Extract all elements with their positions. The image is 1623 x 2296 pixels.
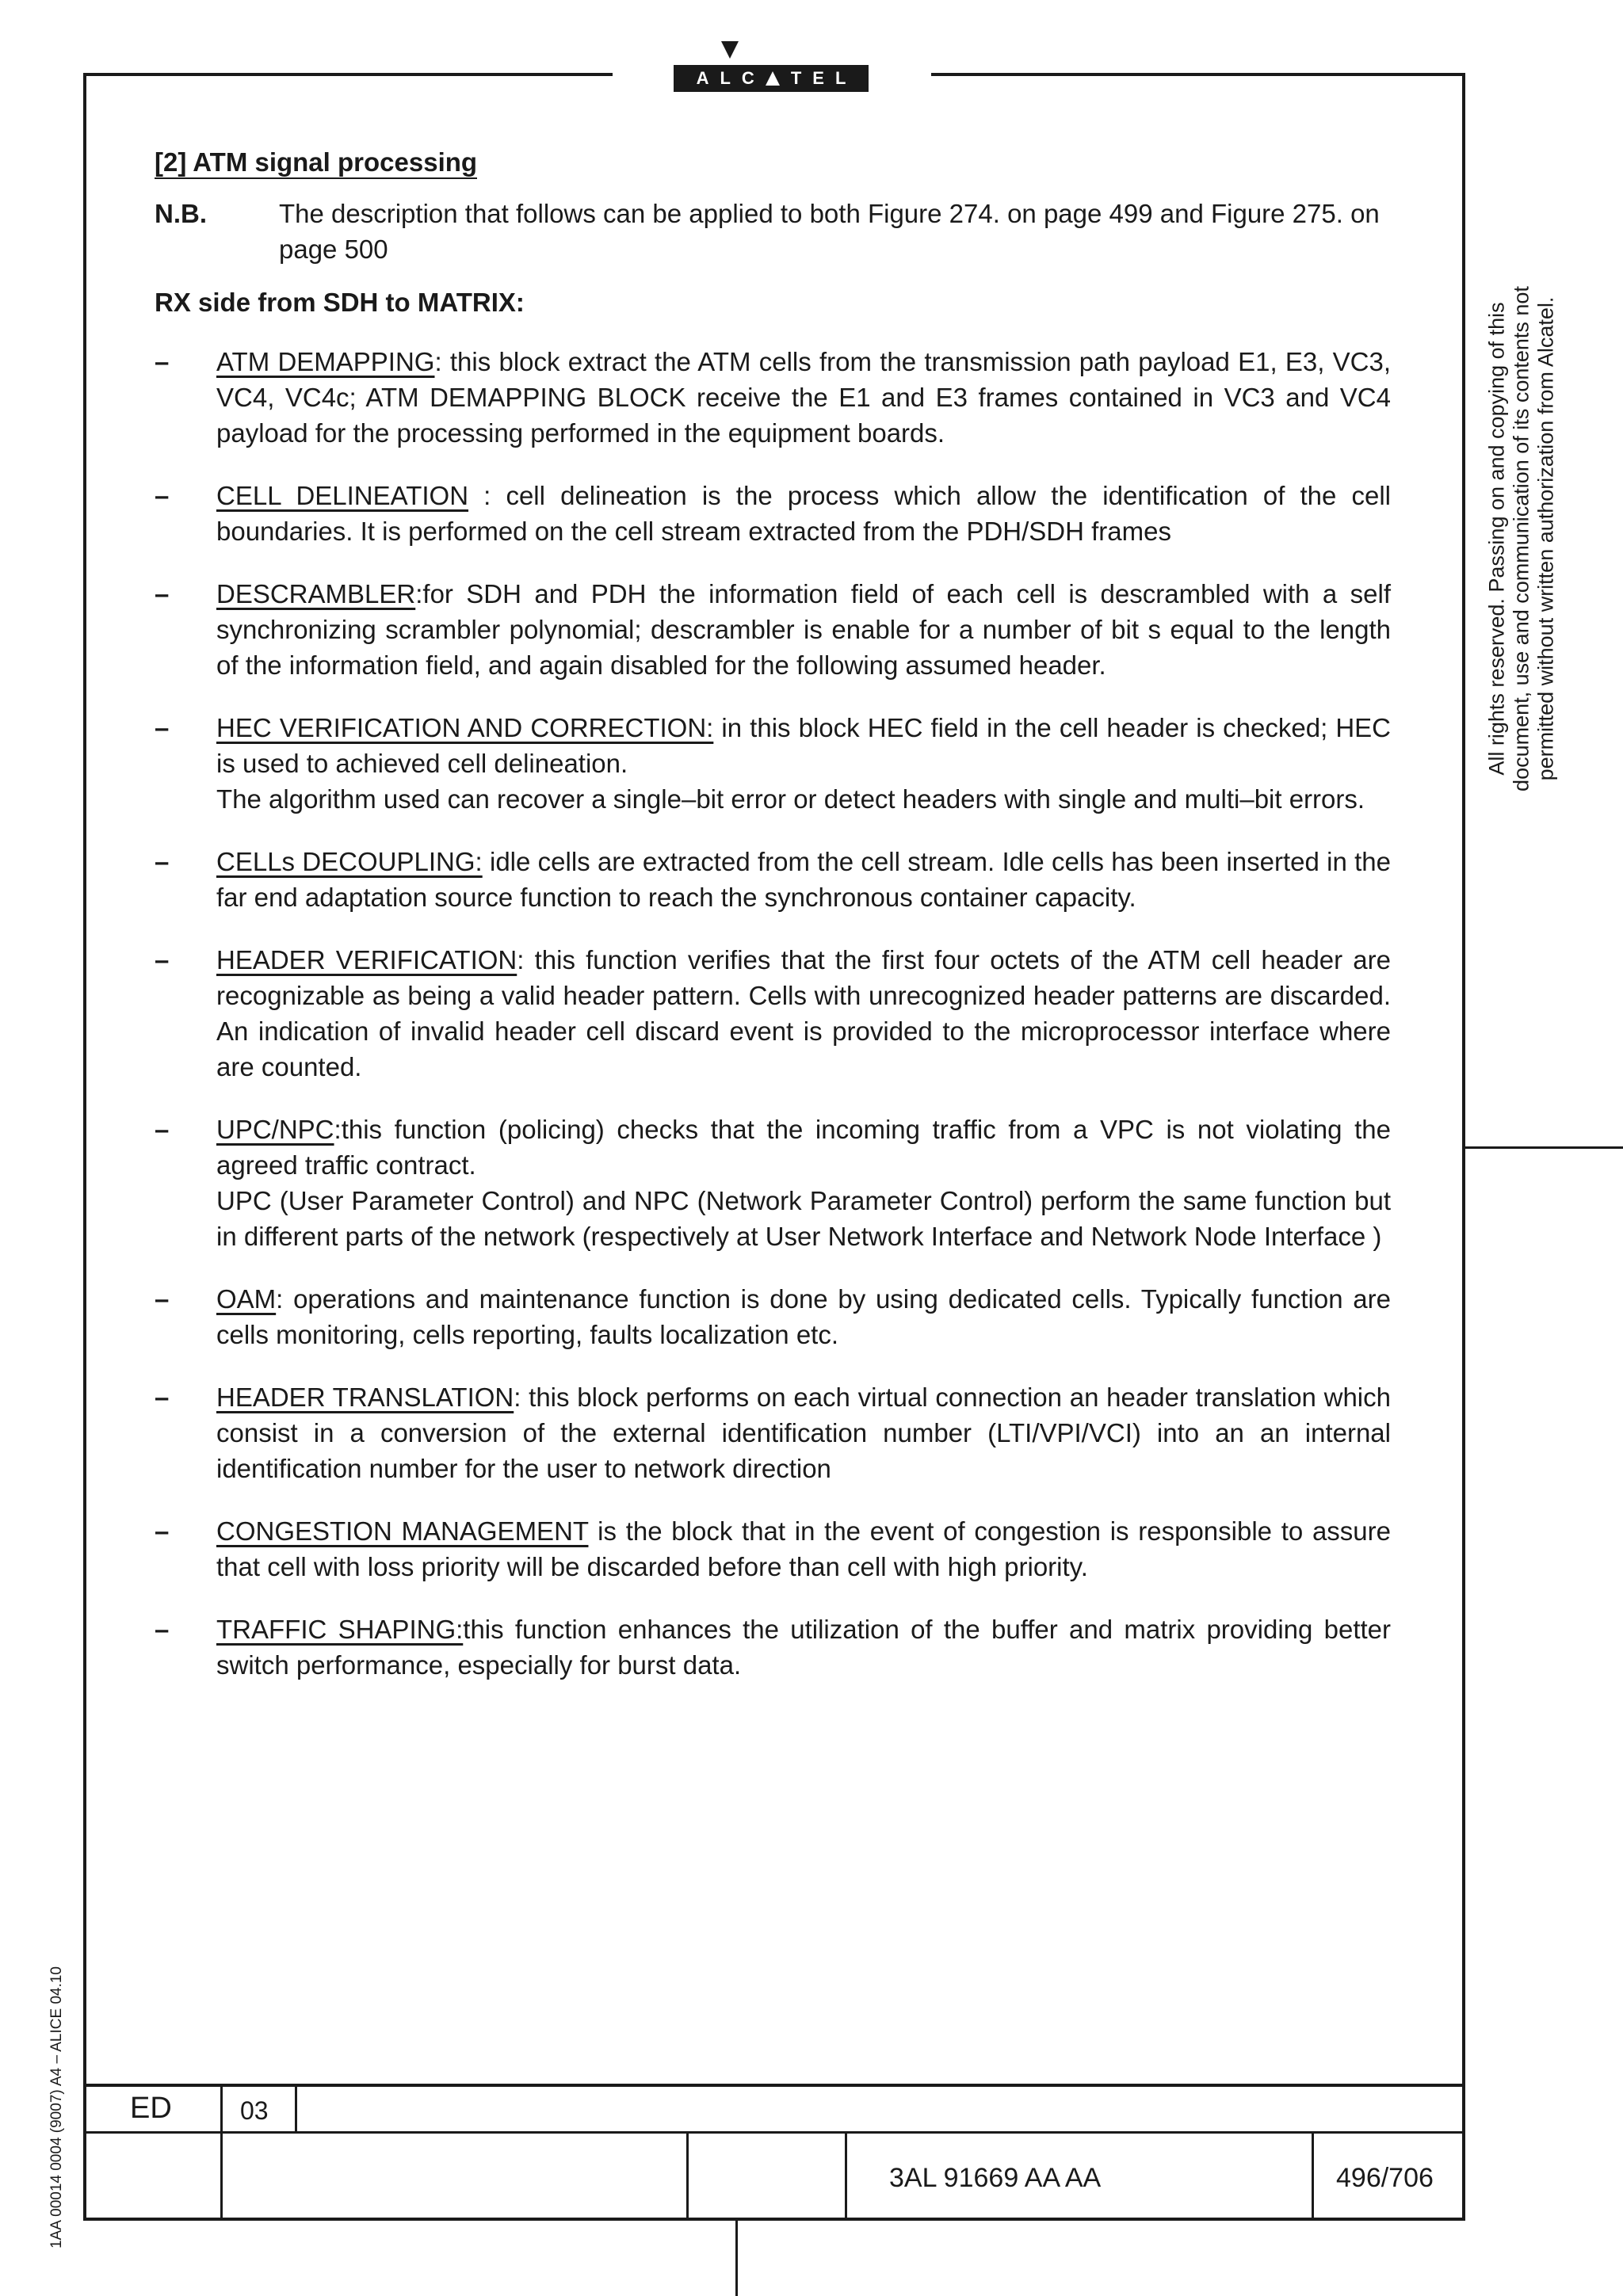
edition-value: 03 xyxy=(240,2096,269,2125)
item-text: :this function (policing) checks that the incoming traffic from a VPC is not violating the agreed traffic contract. xyxy=(216,1115,1391,1180)
bullet-dash: – xyxy=(155,1383,170,1412)
item-term: UPC/NPC xyxy=(216,1115,334,1144)
item-text: :for SDH and PDH the information field of each cell is descrambled with a self synchronizing scrambler polynomial; descrambler is enable for a number of bit s equal to the length of the information field, and again disabled for the following assumed header. xyxy=(216,579,1391,680)
list-item xyxy=(155,1112,1391,1254)
form-code: 1AA 00014 0004 (9007) A4 – ALICE 04.10 xyxy=(48,1966,65,2249)
item-term: HEADER VERIFICATION xyxy=(216,945,517,974)
title-block-divider xyxy=(220,2084,223,2220)
bullet-dash: – xyxy=(155,347,170,376)
edition-label: ED xyxy=(130,2092,172,2125)
list-item xyxy=(155,344,1391,451)
item-text-continued: The algorithm used can recover a single–bit error or detect headers with single and multi–bit errors. xyxy=(216,784,1365,814)
page-number: 496/706 xyxy=(1336,2163,1434,2193)
title-block-mid-line xyxy=(83,2131,1465,2134)
list-item xyxy=(155,1379,1391,1486)
processing-block-list xyxy=(155,344,1391,1683)
title-block-divider xyxy=(686,2131,689,2220)
list-item xyxy=(155,942,1391,1085)
bottom-tick-mark xyxy=(735,2220,738,2296)
item-term: HEC VERIFICATION AND CORRECTION: xyxy=(216,713,714,742)
item-term: TRAFFIC SHAPING: xyxy=(216,1615,464,1644)
item-text: idle cells are extracted from the cell stream. Idle cells has been inserted in the far end adaptation source function to reach the synchronous container capacity. xyxy=(216,847,1392,912)
item-text: : operations and maintenance function is done by using dedicated cells. Typically function are cells monitoring, cells reporting, faults localization etc. xyxy=(216,1284,1391,1349)
bullet-dash: – xyxy=(155,1115,170,1144)
item-term: HEADER TRANSLATION xyxy=(216,1383,514,1412)
section-title: [2] ATM signal processing xyxy=(155,147,477,179)
item-term: CONGESTION MANAGEMENT xyxy=(216,1516,589,1546)
list-item xyxy=(155,576,1391,683)
page-frame-top-left xyxy=(83,73,613,76)
item-text: : this block performs on each virtual connection an header translation which consist in a conversion of the external identification number (LTI/VPI/VCI) into an an internal identification number for the user to network direction xyxy=(216,1383,1391,1483)
item-term: OAM xyxy=(216,1284,277,1314)
item-text: this function enhances the utilization of the buffer and matrix providing better switch performance, especially for burst data. xyxy=(216,1615,1392,1680)
title-block-bottom-line xyxy=(83,2218,1465,2221)
item-text: is the block that in the event of congestion is responsible to assure that cell with loss priority will be discarded before than cell with high priority. xyxy=(216,1516,1391,1581)
item-term: CELL DELINEATION xyxy=(216,481,469,510)
list-item xyxy=(155,844,1391,915)
title-block-top-line xyxy=(83,2084,1465,2087)
item-term: CELLs DECOUPLING: xyxy=(216,847,483,876)
bullet-dash: – xyxy=(155,1615,170,1644)
title-block-divider xyxy=(845,2131,847,2220)
list-item xyxy=(155,710,1391,817)
list-item xyxy=(155,1281,1391,1352)
logo-text-left: ALC xyxy=(696,68,766,88)
bullet-dash: – xyxy=(155,847,170,876)
page-frame-left xyxy=(83,73,86,2220)
item-term: DESCRAMBLER xyxy=(216,579,416,608)
list-item xyxy=(155,478,1391,549)
list-item xyxy=(155,1611,1391,1683)
alcatel-logo xyxy=(674,65,869,92)
bullet-dash: – xyxy=(155,945,170,974)
nb-label: N.B. xyxy=(155,199,207,228)
copyright-notice: All rights reserved. Passing on and copying of this document, use and communication of its contents not permitted without written authorization from Alcatel. xyxy=(1484,286,1558,791)
title-block-divider xyxy=(295,2084,297,2133)
document-number: 3AL 91669 AA AA xyxy=(889,2163,1102,2193)
title-block-divider xyxy=(1312,2131,1314,2220)
logo-text-right: TEL xyxy=(790,68,857,88)
bullet-dash: – xyxy=(155,1284,170,1314)
list-item xyxy=(155,1513,1391,1585)
item-text: in this block HEC field in the cell header is checked; HEC is used to achieved cell delineation. xyxy=(216,713,1391,778)
rx-side-heading: RX side from SDH to MATRIX: xyxy=(155,288,525,317)
page-frame-top-right xyxy=(931,73,1465,76)
bullet-dash: – xyxy=(155,713,170,742)
item-text-continued: UPC (User Parameter Control) and NPC (Network Parameter Control) perform the same function but in different parts of the network (respectively at User Network Interface and Network Node Interface ) xyxy=(216,1186,1391,1251)
item-text: : cell delineation is the process which allow the identification of the cell boundaries. It is performed on the cell stream extracted from the PDH/SDH frames xyxy=(216,481,1391,546)
item-text: : this function verifies that the first four octets of the ATM cell header are recognizable as being a valid header pattern. Cells with unrecognized header patterns are discarded. An indication of invalid header cell discard event is provided to the microprocessor interface where are counted. xyxy=(216,945,1391,1081)
item-text: : this block extract the ATM cells from the transmission path payload E1, E3, VC3, VC4, VC4c; ATM DEMAPPING BLOCK receive the E1 and E3 frames contained in VC3 and VC4 payload for the processing performed in the equipment boards. xyxy=(216,347,1391,448)
margin-tick-mark xyxy=(1462,1146,1623,1149)
bullet-dash: – xyxy=(155,579,170,608)
nb-text: The description that follows can be applied to both Figure 274. on page 499 and Figure 275. on page 500 xyxy=(279,199,1380,264)
bullet-dash: – xyxy=(155,481,170,510)
nb-note xyxy=(155,196,1391,267)
bullet-dash: – xyxy=(155,1516,170,1546)
logo-triangle-icon xyxy=(766,71,780,86)
document-body xyxy=(155,144,1391,1710)
logo-arrow-icon xyxy=(721,41,739,59)
item-term: ATM DEMAPPING xyxy=(216,347,435,376)
